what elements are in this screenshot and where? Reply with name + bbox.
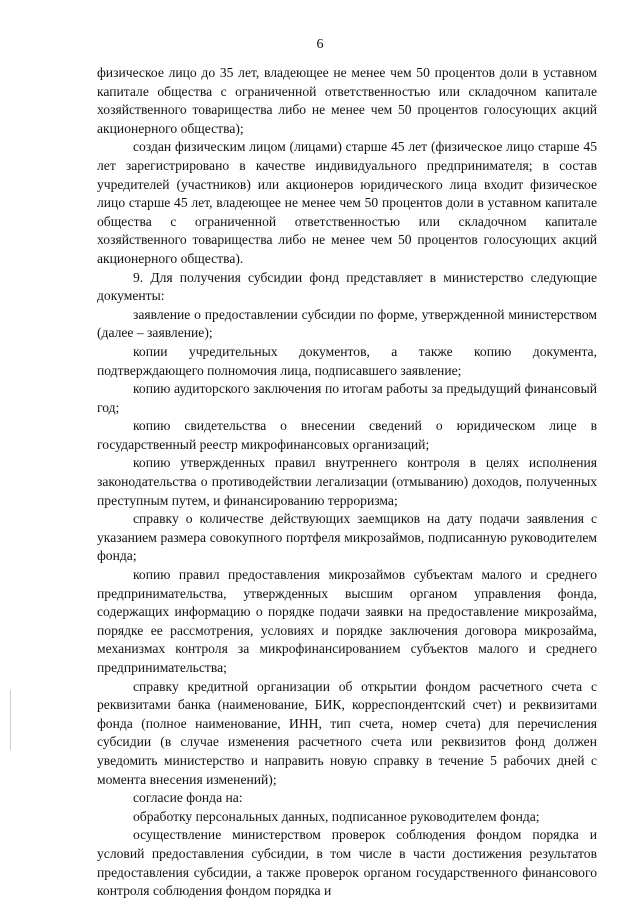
list-item-founding-documents: копии учредительных документов, а также копию документа, подтверждающего полномочия лица, подписавшего заявление; [97, 343, 597, 378]
page-number: 6 [316, 37, 324, 52]
paragraph-age-45-founder: создан физическим лицом (лицами) старше 45 лет (физическое лицо старше 45 лет зарегистрировано в качестве индивидуального предпринимателя; в состав учредителей (участников) или акционеров юридического лица входит физическое лицо старше 45 лет, владеющее не менее чем 50 процентов доли в уставном капитале общества с ограниченной ответственностью или складочном капитале хозяйственного товарищества либо не менее чем 50 процентов голосующих акций акционерного общества). [97, 139, 597, 266]
paragraph-section-9-intro: 9. Для получения субсидии фонд представляет в министерство следующие документы: [97, 269, 597, 304]
list-item-internal-control-rules: копию утвержденных правил внутреннего контроля в целях исполнения законодательства о противодействии легализации (отмыванию) доходов, полученных преступным путем, и финансированию терроризма; [97, 455, 597, 508]
list-item-fund-consent: согласие фонда на: [133, 790, 243, 806]
list-item-personal-data-consent: обработку персональных данных, подписанное руководителем фонда; [133, 808, 540, 824]
list-item-application: заявление о предоставлении субсидии по форме, утвержденной министерством (далее – заявление); [97, 306, 597, 341]
list-item-registry-certificate: копию свидетельства о внесении сведений о юридическом лице в государственный реестр микрофинансовых организаций; [97, 418, 597, 452]
document-body [97, 64, 597, 901]
list-item-audit-report: копию аудиторского заключения по итогам работы за предыдущий финансовый год; [97, 381, 597, 415]
paragraph-age-35-continuation: физическое лицо до 35 лет, владеющее не менее чем 50 процентов доли в уставном капитале общества с ограниченной ответственностью или складочном капитале хозяйственного товарищества либо не менее чем 50 процентов голосующих акций акционерного общества); [97, 65, 597, 136]
list-item-borrowers-certificate: справку о количестве действующих заемщиков на дату подачи заявления с указанием размера совокупного портфеля микрозаймов, подписанную руководителем фонда; [97, 511, 597, 564]
scan-margin-mark [10, 690, 11, 750]
list-item-microloan-rules: копию правил предоставления микрозаймов субъектам малого и среднего предпринимательства, утвержденных высшим органом управления фонда, содержащих информацию о порядке подачи заявки на предоставление микрозайма, порядке ее рассмотрения, условиях и порядке заключения договора микрозайма, механизмах контроля за микрофинансированием субъектов малого и среднего предпринимательства; [97, 567, 597, 675]
list-item-bank-account-certificate: справку кредитной организации об открытии фондом расчетного счета с реквизитами банка (наименование, БИК, корреспондентский счет) и реквизитами фонда (полное наименование, ИНН, тип счета, номер счета) для перечисления субсидии (в случае изменения расчетного счета или реквизитов фонд должен уведомить министерство и направить новую справку в течение 5 рабочих дней с момента внесения изменений); [97, 678, 597, 787]
list-item-inspection-consent: осуществление министерством проверок соблюдения фондом порядка и условий предоставления субсидии, в том числе в части достижения результатов предоставления субсидии, а также проверок органом государственного финансового контроля соблюдения фондом порядка и [97, 827, 597, 899]
